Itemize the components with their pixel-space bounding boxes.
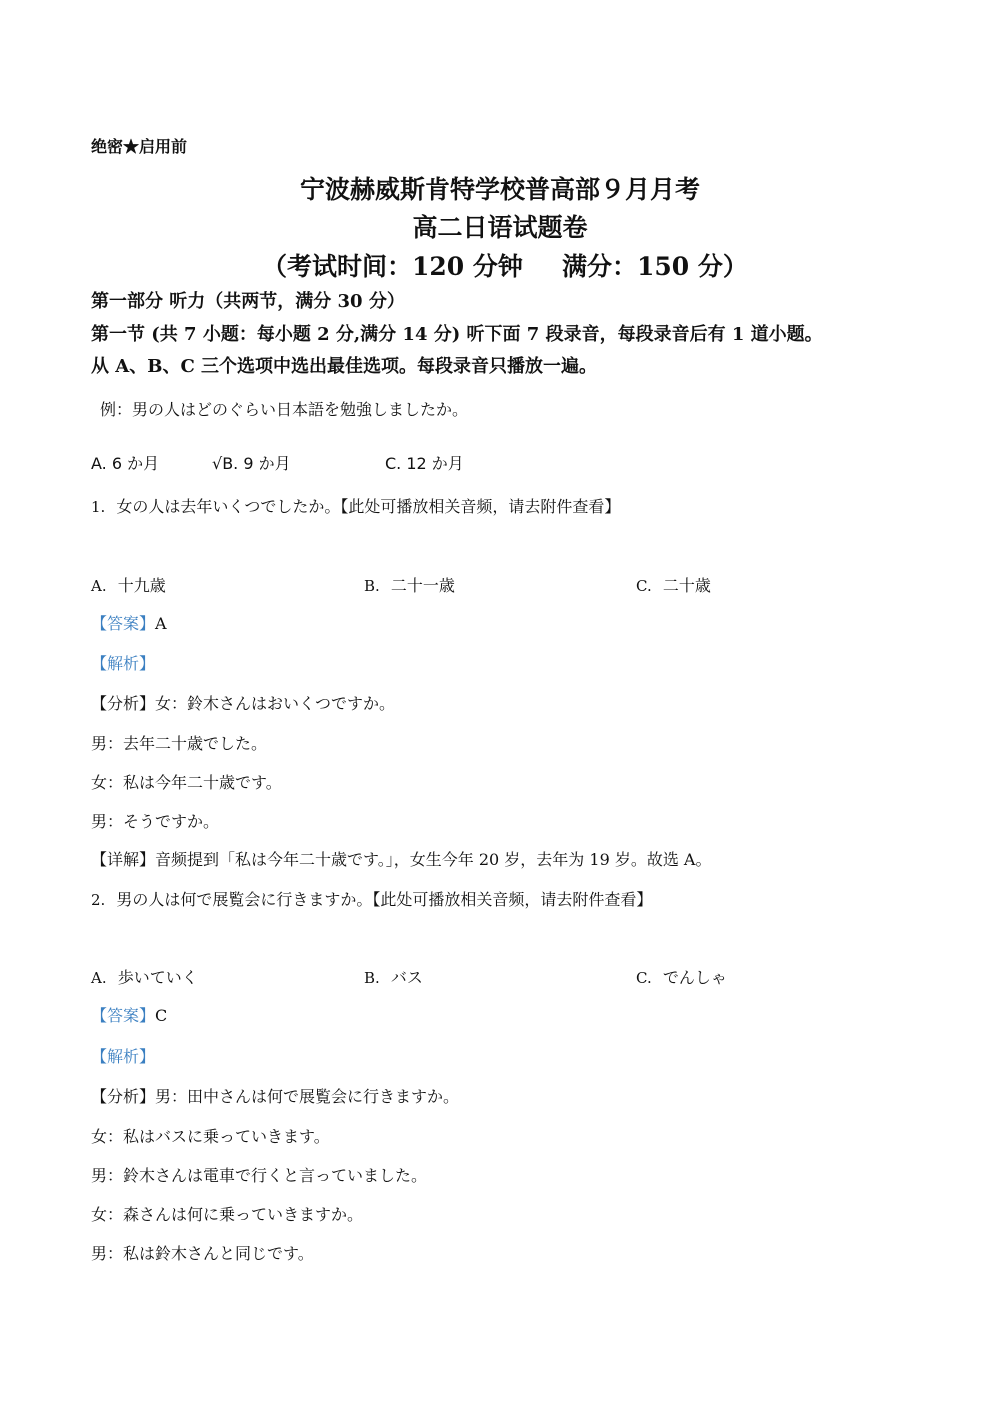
question-number: 1. [91, 498, 106, 516]
answer-line [91, 1003, 167, 1026]
answer-tag: 【答案】 [91, 614, 156, 633]
option-text: バス [390, 968, 423, 987]
dialogue-line: 女：私はバスに乗っていきます。 [91, 1127, 330, 1146]
audio-note: 【此处可播放相关音频，请去附件查看】 [372, 890, 653, 909]
secrecy-label: 绝密★启用前 [91, 137, 188, 156]
exam-title: 宁波赫威斯肯特学校普高部９月月考 [299, 175, 700, 204]
dialogue-line: 男：私は鈴木さんと同じです。 [91, 1244, 314, 1263]
detail-post: ，女生今年 20 岁，去年为 19 岁。故选 A。 [393, 850, 712, 869]
dialogue-line: 男：そうですか。 [91, 812, 220, 831]
option-b [364, 965, 423, 988]
answer-value: A [155, 614, 167, 633]
question-line [91, 494, 620, 517]
option-text: 十九歳 [117, 576, 166, 595]
option-c [636, 965, 727, 988]
option-text: 歩いていく [117, 968, 198, 987]
option-letter: A. [91, 577, 107, 595]
option-a [91, 965, 198, 988]
option-b [364, 573, 455, 596]
dialogue-line: 男：去年二十歳でした。 [91, 734, 268, 753]
analysis-tag: 【解析】 [91, 1047, 156, 1066]
exam-subtitle: 高二日语试题卷 [412, 213, 588, 242]
answer-value: C [155, 1006, 168, 1025]
audio-note: 【此处可播放相关音频，请去附件查看】 [340, 497, 621, 516]
analysis-tag: 【解析】 [91, 654, 156, 673]
option-letter: A. [91, 969, 107, 987]
example-question: 例：男の人はどのぐらい日本語を勉強しましたか。 [100, 400, 469, 419]
detail-line [91, 847, 711, 870]
full-score: 满分：150 分） [562, 252, 748, 281]
example-option-c: C. 12 か月 [385, 454, 464, 473]
example-option-a: A. 6 か月 [91, 454, 160, 473]
option-text: でんしゃ [662, 968, 727, 987]
detail-quote: 「私は今年二十歳です。」 [219, 850, 394, 869]
option-letter: B. [364, 577, 380, 595]
analysis-line [91, 691, 395, 714]
answer-tag: 【答案】 [91, 1006, 156, 1025]
detail-pre: 音频提到 [155, 850, 220, 869]
dialogue-line: 男：田中さんは何で展覧会に行きますか。 [155, 1087, 460, 1106]
option-text: 二十歳 [662, 576, 711, 595]
option-a [91, 573, 166, 596]
option-c [636, 573, 711, 596]
question-text: 女の人は去年いくつでしたか。 [116, 497, 341, 516]
analysis-label: 【分析】 [91, 1087, 156, 1106]
dialogue-line: 男：鈴木さんは電車で行くと言っていました。 [91, 1166, 428, 1185]
section-instructions-line1: 第一节 (共 7 小题：每小题 2 分,满分 14 分) 听下面 7 段录音，每段录音后有 1 道小题。 [91, 324, 823, 345]
option-letter: B. [364, 969, 380, 987]
analysis-line [91, 1084, 459, 1107]
question-text: 男の人は何で展覧会に行きますか。 [116, 890, 373, 909]
detail-label: 【详解】 [91, 850, 156, 869]
dialogue-line: 女：鈴木さんはおいくつですか。 [155, 694, 396, 713]
option-letter: C. [636, 577, 652, 595]
dialogue-line: 女：森さんは何に乗っていきますか。 [91, 1205, 364, 1224]
example-option-b: √B. 9 か月 [212, 454, 291, 473]
question-line [91, 887, 652, 910]
part-heading: 第一部分 听力（共两节，满分 30 分） [91, 291, 405, 312]
answer-line [91, 611, 167, 634]
section-instructions-line2: 从 A、B、C 三个选项中选出最佳选项。每段录音只播放一遍。 [91, 356, 598, 377]
exam-time: （考试时间：120 分钟 [262, 252, 523, 281]
dialogue-line: 女：私は今年二十歳です。 [91, 773, 282, 792]
option-text: 二十一歳 [390, 576, 455, 595]
question-number: 2. [91, 891, 106, 909]
option-letter: C. [636, 969, 652, 987]
analysis-label: 【分析】 [91, 694, 156, 713]
